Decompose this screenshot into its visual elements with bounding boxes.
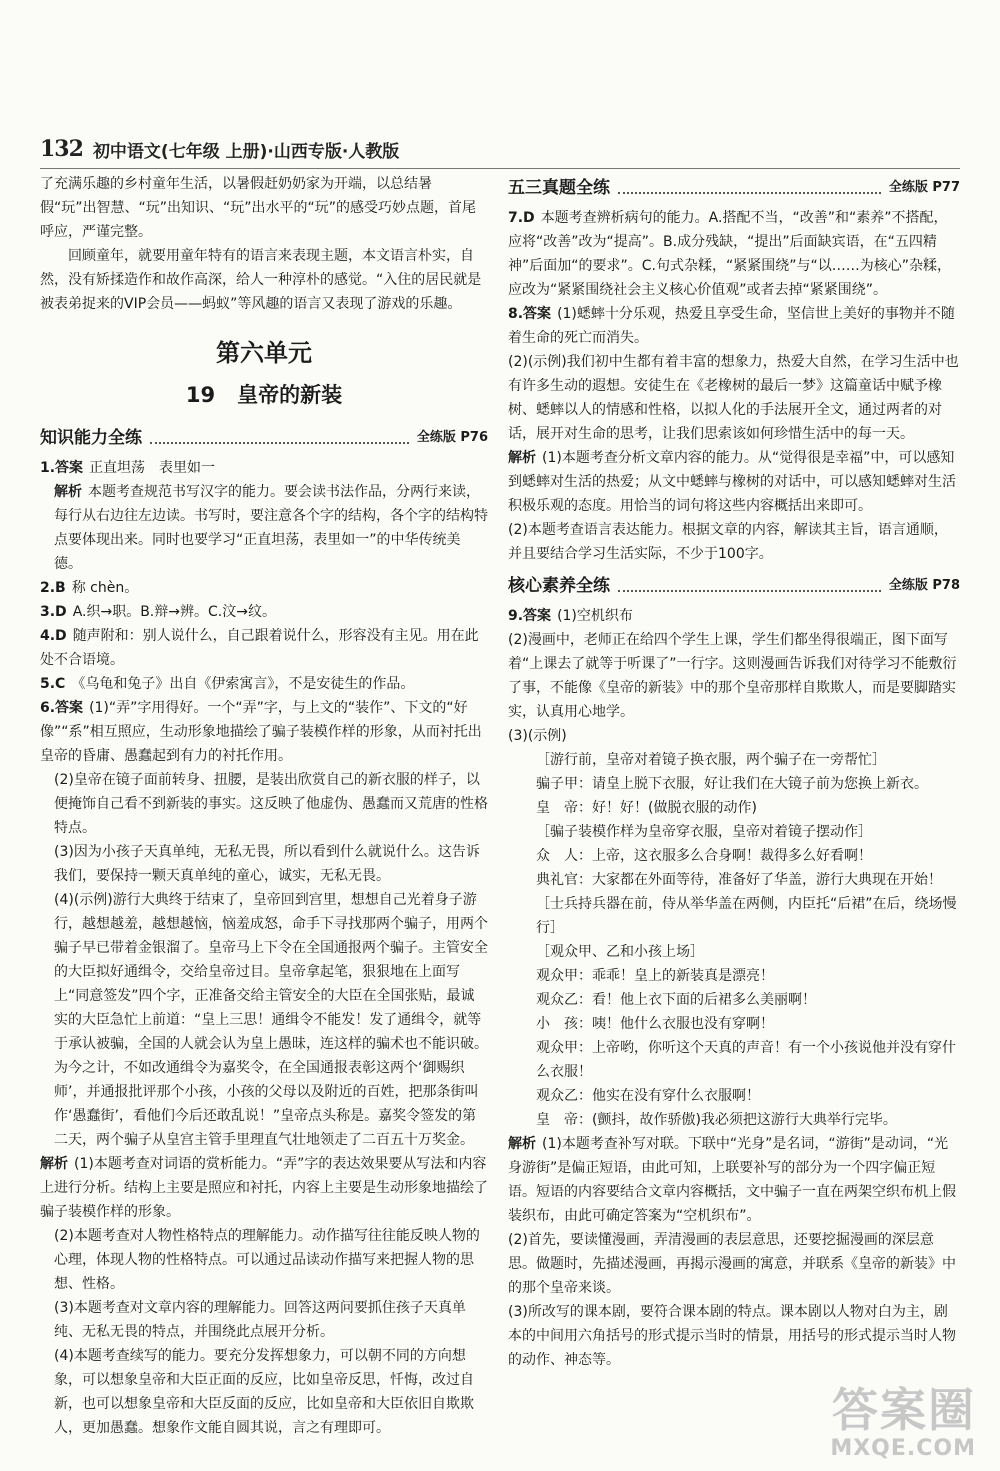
header-rule	[40, 168, 960, 169]
script-line: ［骗子装模作样为皇帝穿衣服，皇帝对着镜子摆动作］	[536, 824, 872, 840]
section-title: 核心素养全练	[508, 576, 610, 596]
question-6: 6.答案 (1)“弄”字用得好。一个“弄”字，与上文的“装作”、下文的“好像”“系”相互照应，生动形象地描绘了骗子装模作样的形象，从而衬托出皇帝的昏庸、愚蠢起到有力的衬托作用。	[40, 700, 482, 764]
script-line: 骗子甲：请皇上脱下衣服，好让我们在大镜子前为您换上新衣。	[536, 776, 928, 792]
unit-title: 第六单元	[216, 339, 312, 367]
script-line: ［士兵持兵器在前，侍从举华盖在两侧，内臣托“后裙”在后，绕场慢行］	[536, 896, 957, 936]
q-num: 1.答案	[40, 460, 84, 476]
left-column	[40, 172, 488, 1440]
right-column	[508, 172, 960, 1372]
answer-part: (2)漫画中，老师正在给四个学生上课，学生们都坐得很端正，图下面写着“上课去了就等于听课了”一行字。这则漫画告诉我们对待学习不能敷衍了事，不能像《皇帝的新装》中的那个皇帝那样自欺欺人，而是要脚踏实实，认真用心地学。	[508, 632, 957, 720]
answer-part: (3)因为小孩子天真单纯，无私无畏，所以看到什么就说什么。这告诉我们，要保持一颗天真单纯的童心，诚实，无私无畏。	[54, 844, 480, 884]
script-line: ［游行前，皇帝对着镜子换衣服，两个骗子在一旁帮忙］	[536, 752, 886, 768]
page-number: 132	[40, 136, 83, 162]
answer-part: (2)(示例)我们初中生都有着丰富的想象力，热爱大自然，在学习生活中也有许多生动的遐想。安徒生在《老橡树的最后一梦》这篇童话中赋予橡树、蟋蟀以人的情感和性格，以拟人化的手法展开全文，通过两者的对话，展开对生命的思考，让我们思索该如何珍惜生活中的每一天。	[508, 354, 959, 442]
watermark-logo: 答案圈 MXQE.COM	[830, 1383, 976, 1461]
page-header	[40, 134, 399, 164]
script-line: 观众乙：看！他上衣下面的后裙多么美丽啊！	[536, 992, 816, 1008]
section-title: 五三真题全练	[508, 178, 610, 198]
analysis-part: (2)首先，要读懂漫画，弄清漫画的表层意思，还要挖掘漫画的深层意思。做题时，先描述漫画，再揭示漫画的寓意，并联系《皇帝的新装》中的那个皇帝来谈。	[508, 1232, 956, 1296]
script-line: 众 人：上帝，这衣服多么合身啊！裁得多么好看啊！	[536, 848, 872, 864]
question-4: 4.D 随声附和：别人说什么，自己跟着说什么，形容没有主见。用在此处不合语境。	[40, 628, 479, 668]
lesson-number: 19	[185, 383, 216, 407]
analysis-part: (2)本题考查语言表达能力。根据文章的内容，解读其主旨，语言通顺，并且要结合学习生活实际，不少于100字。	[508, 522, 948, 562]
answer-part: (3)(示例)	[508, 728, 567, 744]
question-5: 5.C 《乌龟和兔子》出自《伊索寓言》，不是安徒生的作品。	[40, 676, 415, 692]
leader-dots	[618, 192, 881, 194]
question-7: 7.D 本题考查辨析病句的能力。A.搭配不当，“改善”和“素养”不搭配，应将“改善”改为“提高”。B.成分残缺，“提出”后面缺宾语，在“五四精神”后面加“的要求”。C.句式杂糅，“紧紧围绕”与“以……为核心”杂糅，应改为“紧紧围绕社会主义核心价值观”或者去掉“紧紧围绕”。	[508, 210, 951, 298]
lesson-name: 皇帝的新装	[237, 383, 343, 407]
script-line: ［观众甲、乙和小孩上场］	[536, 944, 704, 960]
section-title: 知识能力全练	[40, 428, 142, 448]
script-line: 皇 帝：好！好！(做脱衣服的动作)	[536, 800, 757, 816]
analysis: 解析 (1)本题考查补写对联。下联中“光身”是名词，“游街”是动词，“光身游街”是偏正短语，由此可知，上联要补写的部分为一个四字偏正短语。短语的内容要结合文章内容概括，文中骗子一直在两架空织布机上假装织布，由此可确定答案为“空机织布”。	[508, 1136, 956, 1224]
section-ref: 全练版 P77	[888, 180, 960, 195]
analysis: 解析 本题考查规范书写汉字的能力。要会读书法作品，分两行来读，每行从右边往左边读。书写时，要注意各个字的结构，各个字的结构特点要体现出来。同时也要学习“正直坦荡，表里如一”的中华传统美德。	[54, 484, 488, 572]
answer-part: (2)皇帝在镜子面前转身、扭腰，是装出欣赏自己的新衣服的样子，以便掩饰自己看不到新装的事实。这反映了他虚伪、愚蠢而又荒唐的性格特点。	[54, 772, 488, 836]
analysis-part: (4)本题考查续写的能力。要充分发挥想象力，可以朝不同的方向想象，可以想象皇帝和大臣正面的反应，比如皇帝反思，忏悔，改过自新，也可以想象皇帝和大臣反面的反应，比如皇帝和大臣依旧自欺欺人，更加愚蠢。想象作文能自圆其说，言之有理即可。	[54, 1348, 474, 1436]
question-9: 9.答案 (1)空机织布	[508, 608, 633, 624]
intro-paragraph: 回顾童年，就要用童年特有的语言来表现主题，本文语言朴实，自然，没有矫揉造作和故作高深，给人一种淳朴的感觉。“入住的居民就是被表弟捉来的VIP会员——蚂蚁”等风趣的语言又表现了游戏的乐趣。	[40, 248, 482, 312]
question-2: 2.B 称 chèn。	[40, 580, 139, 596]
section-header	[40, 424, 488, 450]
book-title: 初中语文(七年级 上册)·山西专版·人教版	[92, 141, 400, 162]
intro-paragraph: 了充满乐趣的乡村童年生活，以暑假赶奶奶家为开端，以总结暑假“玩”出智慧、“玩”出知识、“玩”出水平的“玩”的感受巧妙点题，首尾呼应，严谨完整。	[40, 176, 477, 240]
analysis-part: (3)本题考查对文章内容的理解能力。回答这两问要抓住孩子天真单纯、无私无畏的特点，并围绕此点展开分析。	[54, 1300, 466, 1340]
script-line: 观众乙：他实在没有穿什么衣服啊！	[536, 1088, 760, 1104]
section-header	[508, 572, 960, 598]
leader-dots	[150, 442, 409, 444]
script-line: 观众甲：乖乖！皇上的新装真是漂亮！	[536, 968, 774, 984]
lesson-title	[40, 380, 488, 410]
analysis-part: (2)本题考查对人物性格特点的理解能力。动作描写往往能反映人物的心理，体现人物的性格特点。可以通过品读动作描写来把握人物的思想、性格。	[54, 1228, 480, 1292]
analysis-part: (3)所改写的课本剧，要符合课本剧的特点。课本剧以人物对白为主，剧本的中间用六角括号的形式提示当时的情景，用括号的形式提示当时人物的动作、神态等。	[508, 1304, 956, 1368]
analysis: 解析 (1)本题考查分析文章内容的能力。从“觉得很是幸福”中，可以感知到蟋蟀对生活的热爱；从文中蟋蟀与橡树的对话中，可以感知蟋蟀对生活积极乐观的态度。用恰当的词句将这些内容概括出来即可。	[508, 450, 956, 514]
leader-dots	[618, 590, 881, 592]
section-header	[508, 174, 960, 200]
answer-part: (4)(示例)游行大典终于结束了，皇帝回到宫里，想想自己光着身子游行，越想越羞，越想越恼，恼羞成怒，命手下寻找那两个骗子，用两个骗子早已带着金银溜了。皇帝马上下令在全国通报两个骗子。主管安全的大臣拟好通缉令，交给皇帝过目。皇帝拿起笔，狠狠地在上面写上“同意签发”四个字，正准备交给主管安全的大臣在全国张贴，最诚实的大臣急忙上前道：“皇上三思！通缉令不能发！发了通缉令，就等于承认被骗，全国的人就会认为皇上愚昧，连这样的骗术也不能识破。为今之计，不如改通缉令为嘉奖令，在全国通报表彰这两个‘御赐织师’，并通报批评那个小孩，小孩的父母以及附近的百姓，把那条街叫作‘愚蠢街’，看他们今后还敢乱说！”皇帝点头称是。嘉奖令签发的第二天，两个骗子从皇宫主管手里理直气壮地领走了二百五十万奖金。	[54, 892, 488, 1148]
analysis: 解析 (1)本题考查对词语的赏析能力。“弄”字的表达效果要从写法和内容上进行分析。结构上主要是照应和衬托，内容上主要是生动形象地描绘了骗子装模作样的形象。	[40, 1156, 488, 1220]
question-1: 1.答案 正直坦荡 表里如一	[40, 460, 216, 476]
question-3: 3.D A.织→职。B.辩→辨。C.汶→纹。	[40, 604, 276, 620]
script-line: 典礼官：大家都在外面等待，准备好了华盖，游行大典现在开始！	[536, 872, 942, 888]
question-8: 8.答案 (1)蟋蟀十分乐观，热爱且享受生命，坚信世上美好的事物并不随着生命的死亡而消失。	[508, 306, 955, 346]
section-ref: 全练版 P78	[888, 578, 960, 593]
section-ref: 全练版 P76	[416, 430, 488, 445]
script-line: 小 孩：咦！他什么衣服也没有穿啊！	[536, 1016, 774, 1032]
script-line: 观众甲：上帝哟，你听这个天真的声音！有一个小孩说他并没有穿什么衣服！	[536, 1040, 956, 1080]
script-line: 皇 帝：(颤抖，故作骄傲)我必须把这游行大典举行完毕。	[536, 1112, 897, 1128]
